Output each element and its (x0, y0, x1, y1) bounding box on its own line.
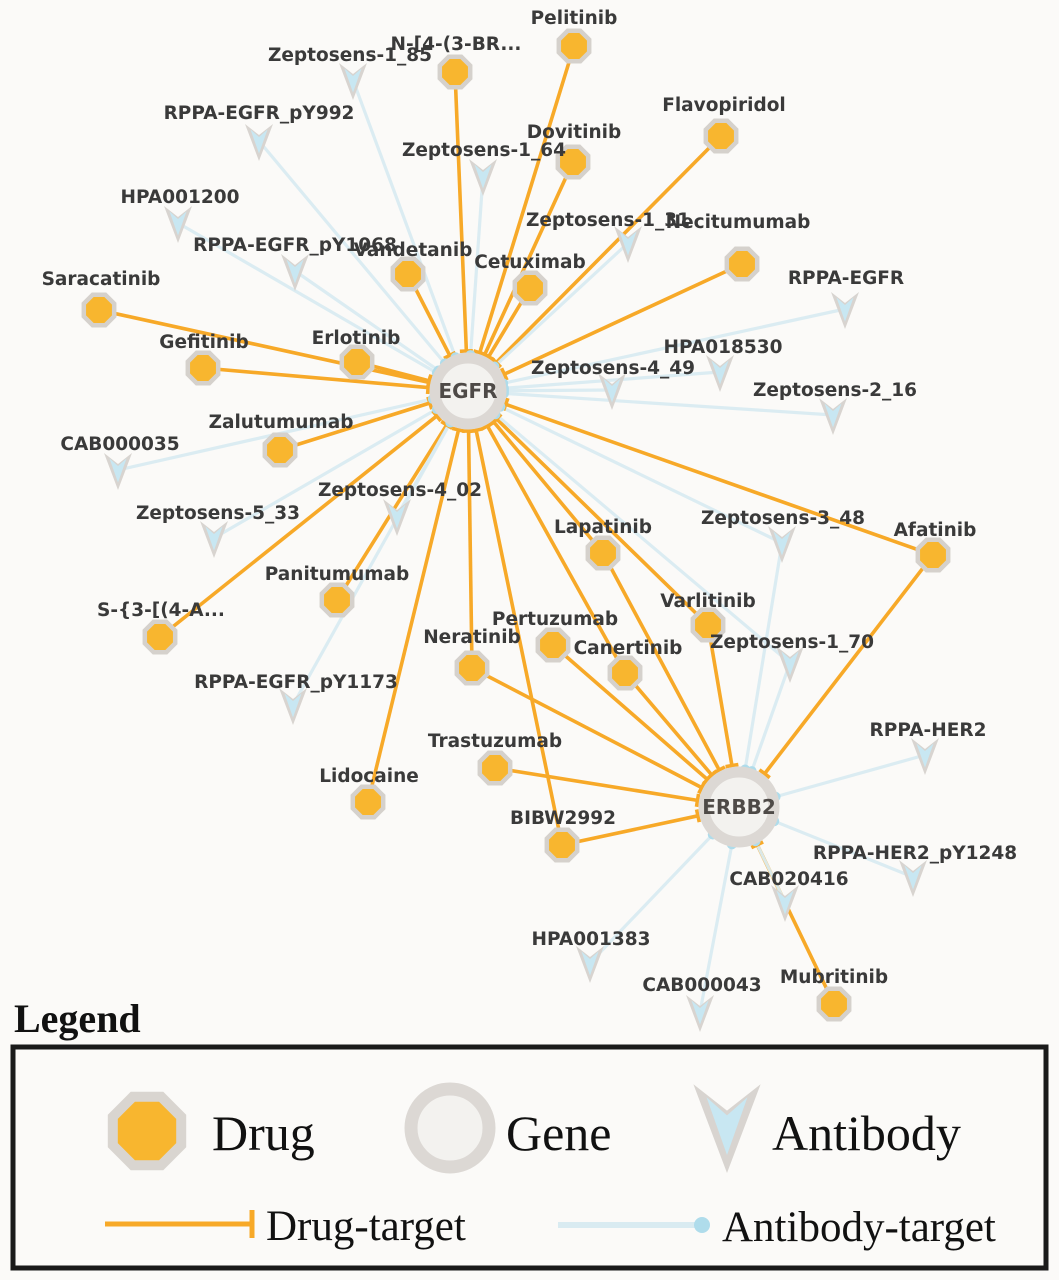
drug-node-pertuzumab[interactable] (538, 630, 568, 660)
node-label-cab020416: CAB020416 (729, 869, 849, 890)
node-label-zep1_70: Zeptosens-1_70 (709, 632, 875, 653)
drug-node-panitumumab[interactable] (322, 585, 352, 615)
drug-node-gefitinib[interactable] (188, 353, 218, 383)
node-label-varlitinib: Varlitinib (660, 591, 756, 612)
node-label-zep4_02: Zeptosens-4_02 (317, 480, 483, 501)
drug-node-s3_4a[interactable] (145, 622, 175, 652)
antibody-node-hpa001383[interactable] (576, 946, 604, 983)
legend-label-drug: Drug (212, 1105, 315, 1161)
drug-node-necitumumab[interactable] (727, 249, 757, 279)
drug-node-flavopiridol[interactable] (706, 121, 736, 151)
node-label-lapatinib: Lapatinib (554, 517, 652, 538)
drug-target-edge-n4_3br-EGFR (455, 72, 466, 351)
antibody-node-rppa_py1248[interactable] (899, 860, 927, 897)
drug-node-lidocaine[interactable] (353, 787, 383, 817)
node-label-lidocaine: Lidocaine (319, 766, 419, 787)
node-label-canertinib: Canertinib (573, 638, 683, 659)
network-graph (42, 8, 1018, 1032)
antibody-target-edge-rppa_her2-ERBB2 (776, 755, 925, 797)
node-label-zep1_64: Zeptosens-1_64 (401, 140, 567, 161)
node-label-n4_3br: N-[4-(3-BR... (390, 34, 522, 55)
node-label-cab000035: CAB000035 (60, 434, 180, 455)
antibody-target-dot (694, 1217, 710, 1233)
node-label-cab000043: CAB000043 (642, 975, 762, 996)
node-label-vandetanib: Vandetanib (353, 240, 473, 261)
antibody-node-rppa_py1173[interactable] (279, 688, 307, 725)
node-label-rppa_py1068: RPPA-EGFR_pY1068 (193, 235, 397, 256)
antibody-symbol-chevron (693, 1084, 760, 1173)
drug-node-bibw2992[interactable] (547, 830, 577, 860)
node-label-saracatinib: Saracatinib (41, 269, 161, 290)
antibody-node-zep1_64[interactable] (469, 159, 497, 196)
node-label-rppa_py1173: RPPA-EGFR_pY1173 (194, 672, 398, 693)
drug-node-lapatinib[interactable] (588, 538, 618, 568)
node-label-rppa_egfr: RPPA-EGFR (787, 268, 905, 289)
node-label-pertuzumab: Pertuzumab (491, 609, 619, 630)
drug-target-edge-flavopiridol-EGFR (496, 136, 721, 363)
legend-label-drug-target: Drug-target (266, 1203, 466, 1250)
antibody-node-cab020416[interactable] (771, 885, 799, 922)
drug-node-saracatinib[interactable] (84, 295, 114, 325)
node-label-pelitinib: Pelitinib (530, 8, 618, 29)
drug-node-zalutumumab[interactable] (265, 435, 295, 465)
node-label-zep1_85: Zeptosens-1_85 (267, 45, 433, 66)
antibody-node-zep3_48[interactable] (768, 526, 796, 563)
drug-node-neratinib[interactable] (457, 653, 487, 683)
node-label-hpa018530: HPA018530 (663, 337, 783, 358)
drug-symbol-octagon (113, 1097, 181, 1165)
legend-label-gene: Gene (506, 1105, 612, 1161)
drug-node-cetuximab[interactable] (515, 273, 545, 303)
drug-target-tee-varlitinib-ERBB2 (726, 765, 739, 767)
antibody-node-zep5_33[interactable] (200, 521, 228, 558)
node-label-erlotinib: Erlotinib (311, 328, 401, 349)
node-label-panitumumab: Panitumumab (264, 564, 410, 585)
node-label-trastuzumab: Trastuzumab (427, 731, 563, 752)
node-label-hpa001200: HPA001200 (120, 187, 240, 208)
gene-node-erbb2[interactable] (702, 772, 775, 842)
gene-node-label: ERBB2 (702, 795, 776, 819)
node-label-neratinib: Neratinib (423, 627, 521, 648)
legend (13, 996, 1046, 1268)
drug-target-tee-trastuzumab-ERBB2 (697, 794, 699, 807)
legend-label-antibody-target: Antibody-target (722, 1204, 996, 1251)
drug-node-vandetanib[interactable] (393, 259, 423, 289)
drug-node-mubritinib[interactable] (819, 989, 849, 1019)
drug-node-n4_3br[interactable] (440, 57, 470, 87)
drug-node-pelitinib[interactable] (559, 31, 589, 61)
legend-title: Legend (14, 996, 141, 1041)
node-label-flavopiridol: Flavopiridol (662, 95, 786, 116)
node-label-zep2_16: Zeptosens-2_16 (752, 380, 918, 401)
node-label-s3_4a: S-{3-[(4-A... (97, 600, 225, 621)
node-label-hpa001383: HPA001383 (531, 929, 651, 950)
node-label-rppa_py992: RPPA-EGFR_pY992 (163, 103, 355, 124)
node-label-rppa_her2: RPPA-HER2 (869, 720, 987, 741)
legend-label-antibody: Antibody (772, 1105, 961, 1161)
gene-node-egfr[interactable] (435, 358, 501, 424)
gene-symbol-circle (411, 1089, 489, 1167)
node-label-cetuximab: Cetuximab (474, 252, 586, 273)
node-label-zep1_31: Zeptosens-1_31 (525, 210, 691, 231)
antibody-node-zep1_85[interactable] (339, 63, 367, 100)
node-label-zalutumumab: Zalutumumab (208, 412, 354, 433)
node-label-dovitinib: Dovitinib (526, 122, 622, 143)
antibody-target-edge-zep4_49-EGFR (504, 390, 612, 391)
antibody-target-edge-zep1_70-ERBB2 (752, 663, 790, 771)
drug-target-edge-canertinib-ERBB2 (625, 673, 712, 775)
gene-node-label: EGFR (438, 379, 498, 403)
node-label-gefitinib: Gefitinib (159, 332, 249, 353)
antibody-node-cab000043[interactable] (686, 995, 714, 1032)
antibody-node-zep2_16[interactable] (819, 398, 847, 435)
node-label-necitumumab: Necitumumab (665, 212, 811, 233)
node-label-zep3_48: Zeptosens-3_48 (700, 508, 866, 529)
node-label-mubritinib: Mubritinib (779, 967, 889, 988)
drug-node-erlotinib[interactable] (342, 347, 372, 377)
drug-target-edge-trastuzumab-ERBB2 (495, 768, 698, 800)
drug-node-trastuzumab[interactable] (480, 753, 510, 783)
antibody-node-cab000035[interactable] (104, 453, 132, 490)
antibody-node-hpa001200[interactable] (164, 206, 192, 243)
node-label-afatinib: Afatinib (893, 520, 977, 541)
node-label-bibw2992: BIBW2992 (510, 808, 616, 829)
antibody-node-rppa_py992[interactable] (245, 124, 273, 161)
node-label-rppa_py1248: RPPA-HER2_pY1248 (812, 843, 1018, 864)
drug-node-canertinib[interactable] (610, 658, 640, 688)
node-label-zep4_49: Zeptosens-4_49 (530, 358, 696, 379)
node-label-zep5_33: Zeptosens-5_33 (135, 503, 301, 524)
drug-node-afatinib[interactable] (918, 540, 948, 570)
